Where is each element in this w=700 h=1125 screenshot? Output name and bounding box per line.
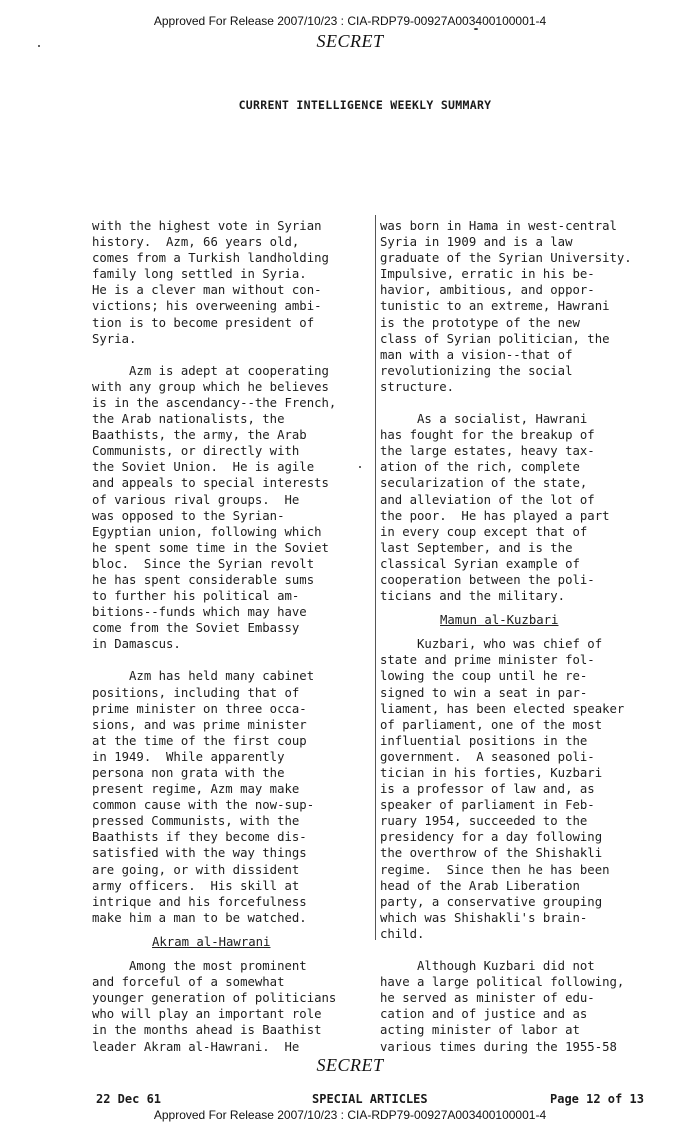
scan-speck <box>474 28 478 30</box>
text-line: Baathists if they become dis- <box>92 830 307 845</box>
text-line: ruary 1954, succeeded to the <box>380 814 588 829</box>
text-line: Impulsive, erratic in his be- <box>380 267 595 282</box>
text-line: tician in his forties, Kuzbari <box>380 766 603 780</box>
text-line: and appeals to special interests <box>92 476 329 491</box>
scan-speck <box>359 466 361 468</box>
text-line: family long settled in Syria. <box>92 267 307 282</box>
text-line: make him a man to be watched. <box>92 910 307 925</box>
text-line: and forceful of a somewhat <box>92 975 285 990</box>
text-line: cooperation between the poli- <box>380 572 595 587</box>
text-line: child. <box>380 926 425 941</box>
text-line: bitions--funds which may have <box>92 605 307 620</box>
text-line: revolutionizing the social <box>380 363 573 378</box>
text-line: leader Akram al-Hawrani. He <box>92 1039 300 1054</box>
text-line: graduate of the Syrian University. <box>380 251 632 266</box>
text-line: class of Syrian politician, the <box>380 331 610 346</box>
text-line: man with a vision--that of <box>380 347 573 362</box>
scan-speck <box>38 45 40 47</box>
text-line: present regime, Azm may make <box>92 782 300 797</box>
text-line: of parliament, one of the most <box>380 717 603 732</box>
text-line: ation of the rich, complete <box>380 460 580 475</box>
text-line: common cause with the now-sup- <box>92 798 315 813</box>
text-line: cation and of justice and as <box>380 1007 588 1022</box>
text-line: of various rival groups. He <box>92 492 300 507</box>
text-line: Azm has held many cabinet <box>92 669 315 684</box>
right-paragraph-4 <box>380 958 665 1055</box>
text-line: Communists, or directly with <box>92 444 300 459</box>
text-line: Azm is adept at cooperating <box>92 363 329 378</box>
subhead-akram-al-hawrani: Akram al-Hawrani <box>152 934 271 949</box>
text-line: classical Syrian example of <box>380 556 580 571</box>
right-column <box>380 218 665 1055</box>
text-line: persona non grata with the <box>92 766 285 780</box>
text-line: speaker of parliament in Feb- <box>380 798 595 813</box>
left-paragraph-1 <box>92 218 374 347</box>
left-paragraph-2 <box>92 363 374 653</box>
text-line: government. A seasoned poli- <box>380 749 595 764</box>
text-line: in Damascus. <box>92 637 181 652</box>
text-line: pressed Communists, with the <box>92 814 300 829</box>
text-line: structure. <box>380 379 455 394</box>
text-line: the overthrow of the Shishakli <box>380 846 603 861</box>
text-line: He is a clever man without con- <box>92 283 322 298</box>
text-line: intrique and his forcefulness <box>92 894 307 909</box>
right-paragraph-2 <box>380 411 665 604</box>
text-line: are going, or with dissident <box>92 862 300 877</box>
text-line: Syria. <box>92 331 137 346</box>
text-line: is the prototype of the new <box>380 315 580 330</box>
document-title: CURRENT INTELLIGENCE WEEKLY SUMMARY <box>238 98 492 112</box>
text-line: and alleviation of the lot of <box>380 492 595 507</box>
text-line: satisfied with the way things <box>92 846 307 861</box>
text-line: come from the Soviet Embassy <box>92 621 300 636</box>
text-line: Baathists, the army, the Arab <box>92 428 307 443</box>
text-line: the large estates, heavy tax- <box>380 444 595 459</box>
text-line: signed to win a seat in par- <box>380 685 588 700</box>
text-line: the Arab nationalists, the <box>92 412 285 427</box>
text-line: prime minister on three occa- <box>92 701 307 716</box>
text-line: he has spent considerable sums <box>92 572 315 587</box>
text-line: who will play an important role <box>92 1007 322 1022</box>
text-line: Syria in 1909 and is a law <box>380 235 573 250</box>
text-line: As a socialist, Hawrani <box>380 412 588 427</box>
text-line: victions; his overweening ambi- <box>92 299 322 314</box>
column-divider <box>375 215 376 940</box>
text-line: presidency for a day following <box>380 830 603 845</box>
text-line: Kuzbari, who was chief of <box>380 637 603 652</box>
left-paragraph-3 <box>92 668 374 926</box>
text-line: army officers. His skill at <box>92 878 300 893</box>
text-line: Among the most prominent <box>92 959 307 974</box>
left-column <box>92 218 374 1055</box>
right-paragraph-1 <box>380 218 665 395</box>
release-footer: Approved For Release 2007/10/23 : CIA-RDP79-00927A003400100001-4 <box>153 1108 547 1122</box>
footer-section: SPECIAL ARTICLES <box>312 1092 428 1106</box>
text-line: tunistic to an extreme, Hawrani <box>380 299 610 314</box>
text-line: was born in Hama in west-central <box>380 219 617 233</box>
text-line: with any group which he believes <box>92 379 329 394</box>
text-line: was opposed to the Syrian- <box>92 508 285 523</box>
text-line: is in the ascendancy--the French, <box>92 395 337 410</box>
text-line: head of the Arab Liberation <box>380 878 580 893</box>
text-line: to further his political am- <box>92 589 300 604</box>
text-line: state and prime minister fol- <box>380 653 595 668</box>
subhead-mamun-al-kuzbari: Mamun al-Kuzbari <box>440 613 559 628</box>
text-line: he spent some time in the Soviet <box>92 540 329 555</box>
text-line: has fought for the breakup of <box>380 428 595 443</box>
text-line: party, a conservative grouping <box>380 894 603 909</box>
text-line: at the time of the first coup <box>92 733 307 748</box>
text-line: with the highest vote in Syrian <box>92 219 322 233</box>
release-header: Approved For Release 2007/10/23 : CIA-RDP79-00927A003400100001-4 <box>153 14 547 28</box>
text-line: is a professor of law and, as <box>380 782 595 797</box>
text-line: ticians and the military. <box>380 589 566 604</box>
text-line: secularization of the state, <box>380 476 588 491</box>
text-line: in the months ahead is Baathist <box>92 1023 322 1038</box>
text-line: comes from a Turkish landholding <box>92 251 329 266</box>
text-line: various times during the 1955-58 <box>380 1039 617 1054</box>
text-line: in 1949. While apparently <box>92 749 285 764</box>
text-line: the Soviet Union. He is agile <box>92 460 315 475</box>
text-line: last September, and is the <box>380 540 573 555</box>
classification-top: SECRET <box>316 31 384 51</box>
text-line: havior, ambitious, and oppor- <box>380 283 595 298</box>
left-paragraph-4 <box>92 958 374 1055</box>
footer-date: 22 Dec 61 <box>96 1092 162 1106</box>
text-line: tion is to become president of <box>92 315 315 330</box>
text-line: he served as minister of edu- <box>380 991 595 1006</box>
text-line: Although Kuzbari did not <box>380 959 595 974</box>
classification-bottom: SECRET <box>316 1055 384 1075</box>
text-line: in every coup except that of <box>380 524 588 539</box>
text-line: history. Azm, 66 years old, <box>92 235 300 250</box>
text-line: the poor. He has played a part <box>380 508 610 523</box>
footer-page-number: Page 12 of 13 <box>550 1092 644 1106</box>
right-paragraph-3 <box>380 636 665 942</box>
text-line: liament, has been elected speaker <box>380 701 625 716</box>
text-line: younger generation of politicians <box>92 991 337 1006</box>
text-line: regime. Since then he has been <box>380 862 610 877</box>
text-line: lowing the coup until he re- <box>380 669 588 684</box>
text-line: positions, including that of <box>92 685 300 700</box>
text-line: have a large political following, <box>380 975 625 990</box>
text-line: bloc. Since the Syrian revolt <box>92 556 315 571</box>
text-line: influential positions in the <box>380 733 588 748</box>
text-line: Egyptian union, following which <box>92 524 322 539</box>
text-line: sions, and was prime minister <box>92 717 307 732</box>
text-line: which was Shishakli's brain- <box>380 910 588 925</box>
text-line: acting minister of labor at <box>380 1023 580 1038</box>
